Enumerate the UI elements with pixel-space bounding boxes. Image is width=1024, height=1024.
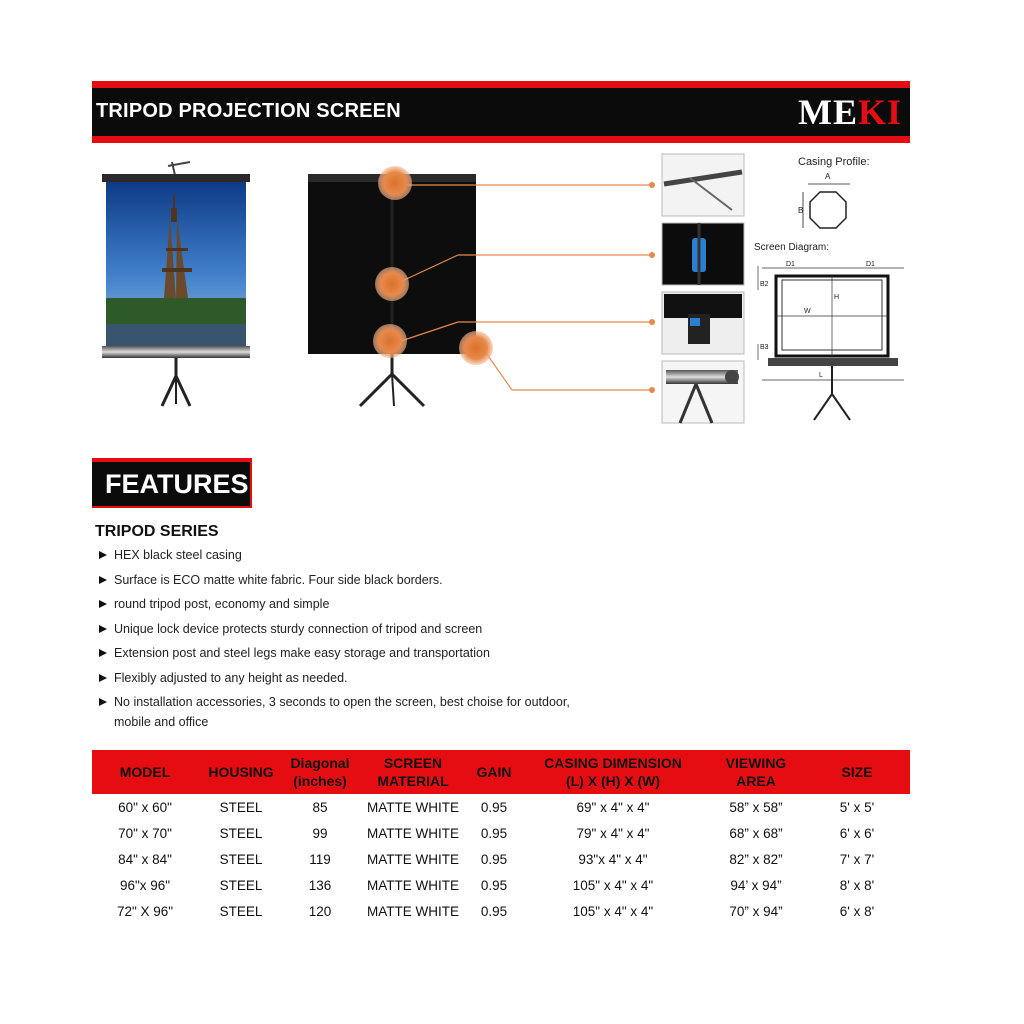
casing-profile-diagram xyxy=(803,184,850,228)
cell-gain: 0.95 xyxy=(480,799,508,815)
cell-model: 72" X 96" xyxy=(116,903,174,919)
col-header-line: (L) X (H) X (W) xyxy=(565,773,661,789)
dim-h: H xyxy=(834,294,840,301)
col-header-line: AREA xyxy=(736,773,776,789)
cell-viewing-area: 68” x 68” xyxy=(729,825,783,841)
cell-gain: 0.95 xyxy=(480,903,508,919)
casing-dim-a: A xyxy=(825,172,831,181)
col-header-line: MODEL xyxy=(119,764,171,780)
feature-item xyxy=(98,643,698,668)
cell-housing: STEEL xyxy=(219,877,263,893)
cell-viewing-area: 82” x 82” xyxy=(729,851,783,867)
cell-size: 6' x 6' xyxy=(839,825,875,841)
screen-diagram-label: Screen Diagram: xyxy=(754,242,830,253)
col-header-line: GAIN xyxy=(476,764,512,780)
bullet-triangle-icon xyxy=(99,551,107,559)
cell-screen-material: MATTE WHITE xyxy=(367,799,459,815)
dim-b2: B2 xyxy=(760,281,769,288)
screen-photo-eiffel xyxy=(102,162,250,406)
col-header-line: HOUSING xyxy=(208,764,274,780)
feature-item-text: round tripod post, economy and simple xyxy=(114,597,330,611)
cell-casing-dimension: 69" x 4" x 4" xyxy=(576,799,650,815)
bullet-triangle-icon xyxy=(99,649,107,657)
product-images xyxy=(92,148,910,438)
cell-diagonal: 85 xyxy=(312,799,328,815)
series-title: TRIPOD SERIES xyxy=(95,523,219,540)
feature-item-continuation: mobile and office xyxy=(114,715,209,729)
cell-size: 6' x 8' xyxy=(839,903,875,919)
cell-casing-dimension: 105" x 4" x 4" xyxy=(572,877,654,893)
dim-b3: B3 xyxy=(760,344,769,351)
cell-screen-material: MATTE WHITE xyxy=(367,877,459,893)
cell-housing: STEEL xyxy=(219,825,263,841)
cell-size: 7' x 7' xyxy=(839,851,875,867)
table-row xyxy=(92,846,910,872)
col-header-model xyxy=(92,750,198,794)
col-header-gain xyxy=(470,750,518,794)
cell-model: 84" x 84" xyxy=(118,851,172,867)
feature-item xyxy=(98,545,698,570)
table-row xyxy=(92,820,910,846)
bullet-triangle-icon xyxy=(99,674,107,682)
cell-diagonal: 99 xyxy=(312,825,328,841)
table-row xyxy=(92,794,910,820)
dim-w: W xyxy=(804,308,811,315)
cell-housing: STEEL xyxy=(219,851,263,867)
col-header-line: VIEWING xyxy=(725,755,787,771)
bullet-triangle-icon xyxy=(99,576,107,584)
feature-item-text: No installation accessories, 3 seconds to open the screen, best choise for outdoor, xyxy=(114,695,570,709)
col-header-viewing-area xyxy=(708,750,804,794)
cell-model: 96"x 96" xyxy=(119,877,171,893)
features-badge-text: FEATURES xyxy=(105,469,249,499)
col-header-diagonal xyxy=(284,750,356,794)
col-header-line: CASING DIMENSION xyxy=(544,755,682,771)
spec-table xyxy=(92,750,910,924)
col-header-casing-dimension xyxy=(518,750,708,794)
col-header-screen-material xyxy=(356,750,470,794)
col-header-line: Diagonal xyxy=(290,755,350,771)
cell-casing-dimension: 93"x 4" x 4" xyxy=(578,851,648,867)
cell-housing: STEEL xyxy=(219,799,263,815)
cell-viewing-area: 70” x 94” xyxy=(729,903,783,919)
col-header-line: SIZE xyxy=(841,764,873,780)
feature-list xyxy=(98,545,698,717)
cell-diagonal: 119 xyxy=(309,851,331,867)
spec-table-header xyxy=(92,750,910,794)
cell-screen-material: MATTE WHITE xyxy=(367,903,459,919)
feature-item-text: Unique lock device protects sturdy connection of tripod and screen xyxy=(114,621,483,636)
screen-photo-back xyxy=(308,166,655,406)
casing-profile-label: Casing Profile: xyxy=(798,156,870,168)
feature-item-text: Extension post and steel legs make easy storage and transportation xyxy=(114,646,490,660)
cell-housing: STEEL xyxy=(219,903,263,919)
feature-item xyxy=(98,594,698,619)
cell-viewing-area: 58” x 58” xyxy=(729,799,783,815)
cell-screen-material: MATTE WHITE xyxy=(367,851,459,867)
table-row xyxy=(92,872,910,898)
col-header-line: (inches) xyxy=(293,773,347,789)
cell-screen-material: MATTE WHITE xyxy=(367,825,459,841)
product-illustration xyxy=(92,148,910,438)
cell-viewing-area: 94’ x 94” xyxy=(730,877,782,893)
bullet-triangle-icon xyxy=(99,625,107,633)
dim-d1-right: D1 xyxy=(866,261,875,268)
cell-diagonal: 136 xyxy=(308,877,332,893)
cell-model: 60" x 60" xyxy=(118,799,172,815)
table-row xyxy=(92,898,910,924)
header-bottom-stripe xyxy=(92,136,910,143)
brand-logo-part1: ME xyxy=(797,92,858,132)
cell-size: 5' x 5' xyxy=(839,799,875,815)
spec-table-body xyxy=(92,794,910,924)
cell-casing-dimension: 79" x 4" x 4" xyxy=(576,825,650,841)
feature-item xyxy=(98,668,698,693)
cell-gain: 0.95 xyxy=(480,825,508,841)
cell-casing-dimension: 105" x 4" x 4" xyxy=(572,903,654,919)
bullet-triangle-icon xyxy=(99,698,107,706)
header-top-stripe xyxy=(92,81,910,88)
dim-l: L xyxy=(819,372,823,379)
casing-dim-b: B xyxy=(798,206,804,215)
screen-diagram xyxy=(758,266,904,420)
cell-diagonal: 120 xyxy=(308,903,332,919)
page-title: TRIPOD PROJECTION SCREEN xyxy=(96,100,401,122)
col-header-housing xyxy=(198,750,284,794)
feature-item-text: HEX black steel casing xyxy=(114,548,242,562)
brand-logo-part2: KI xyxy=(857,92,902,132)
feature-item xyxy=(98,570,698,595)
cell-gain: 0.95 xyxy=(480,851,508,867)
feature-item-text: Surface is ECO matte white fabric. Four side black borders. xyxy=(114,572,443,587)
col-header-line: MATERIAL xyxy=(377,773,449,789)
col-header-size xyxy=(804,750,910,794)
feature-item-text: Flexibly adjusted to any height as needed. xyxy=(114,670,348,685)
dim-d1-left: D1 xyxy=(786,261,795,268)
feature-item xyxy=(98,692,698,717)
cell-model: 70" x 70" xyxy=(118,825,172,841)
feature-item xyxy=(98,619,698,644)
bullet-triangle-icon xyxy=(99,600,107,608)
brand-logo xyxy=(798,92,902,132)
detail-thumbnails xyxy=(662,154,744,423)
col-header-line: SCREEN xyxy=(383,755,443,771)
cell-gain: 0.95 xyxy=(480,877,508,893)
cell-size: 8' x 8' xyxy=(839,877,875,893)
